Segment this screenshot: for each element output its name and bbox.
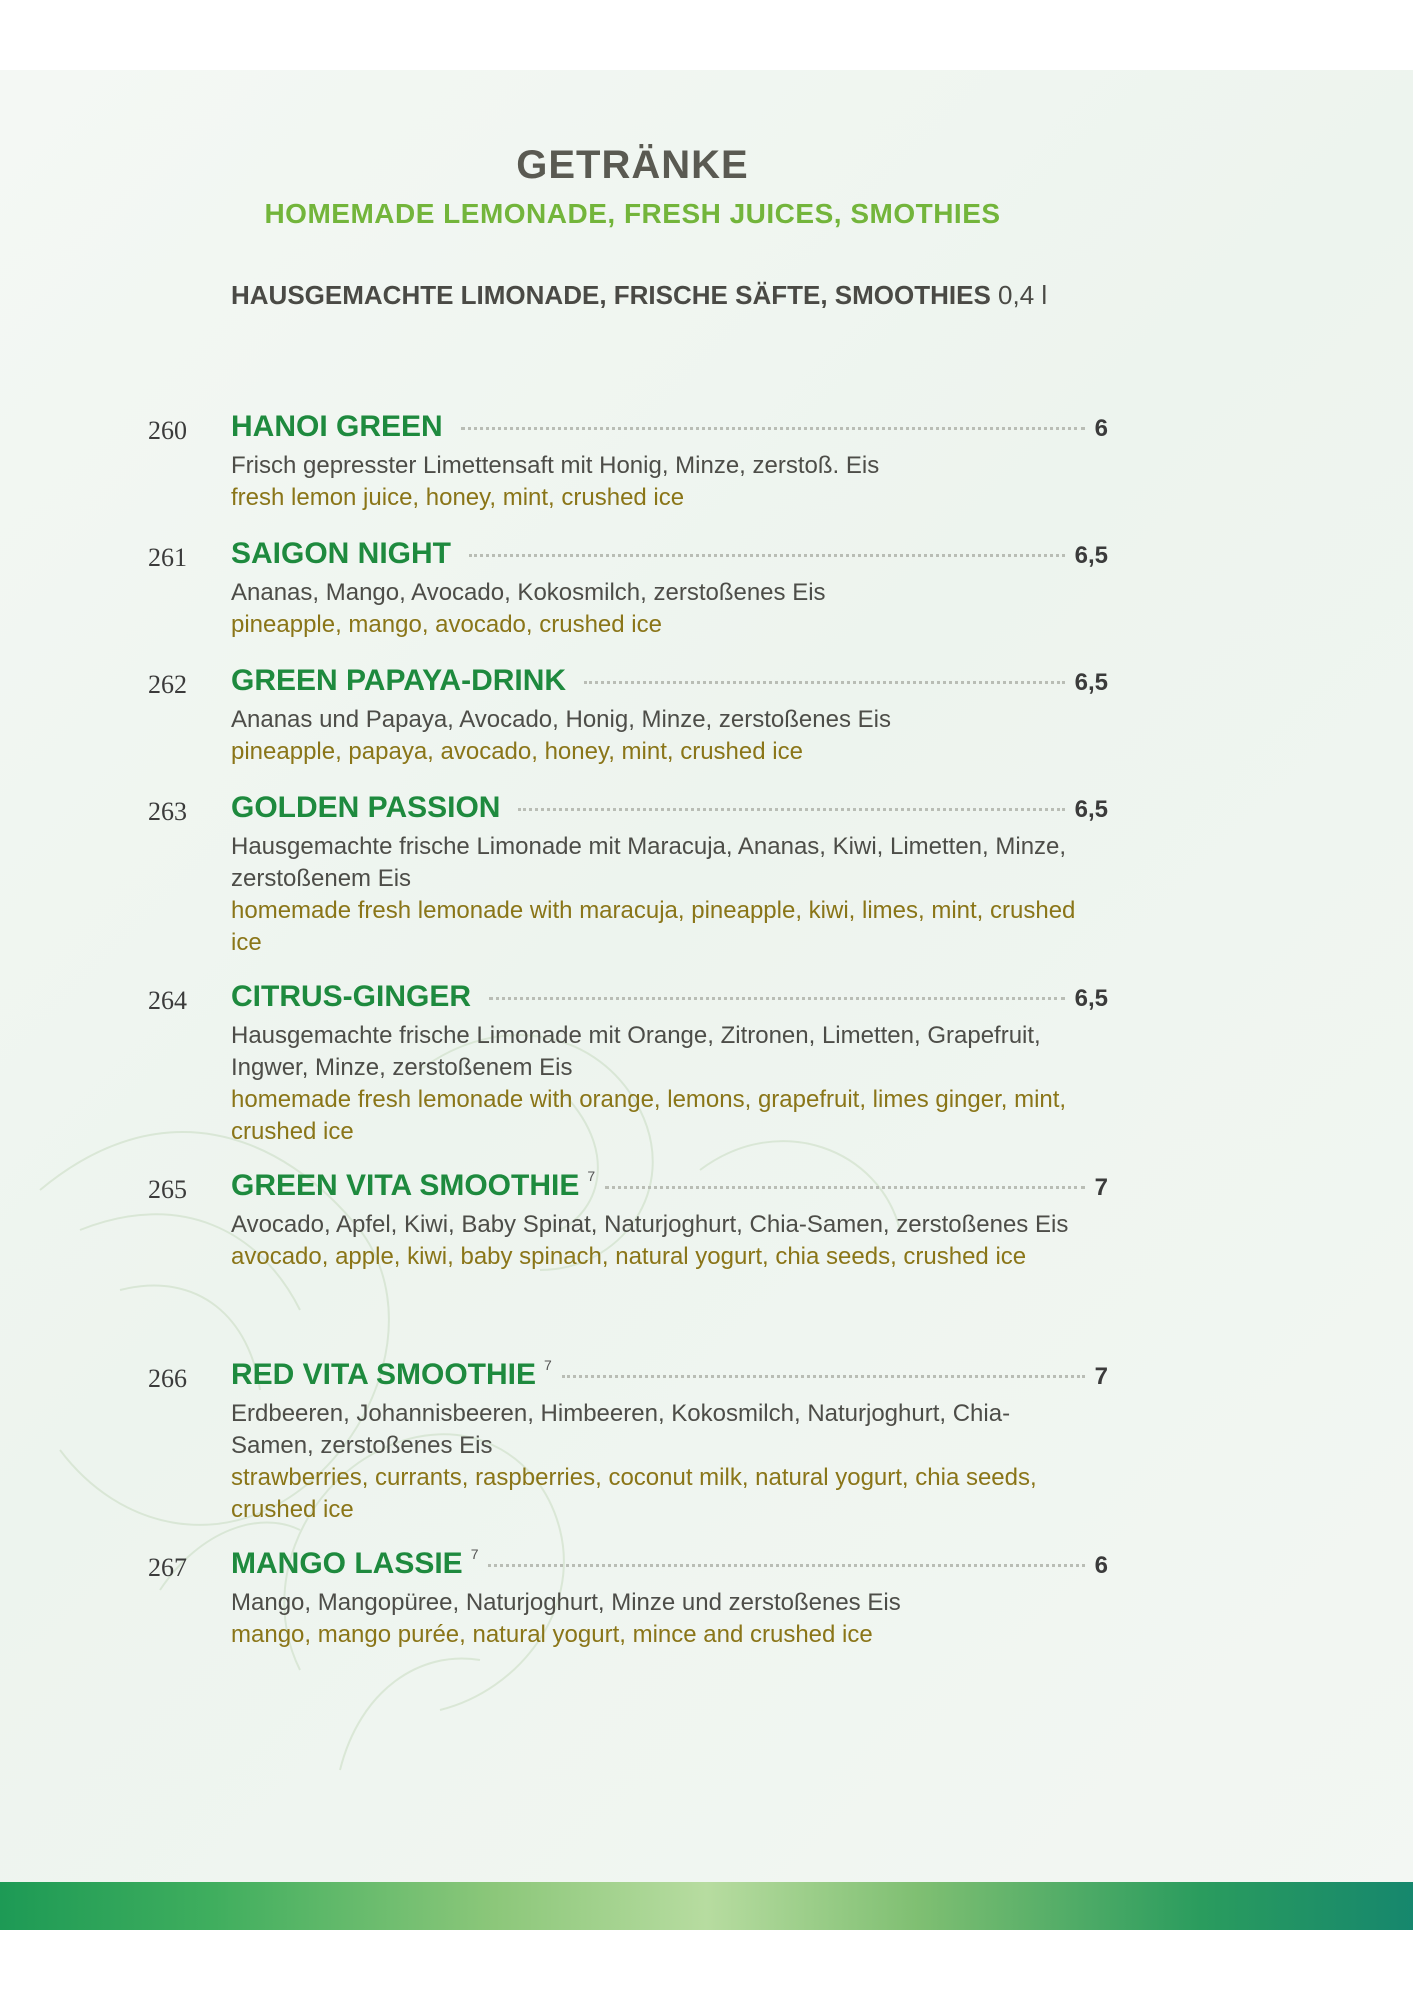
dot-leader: [461, 427, 1085, 430]
item-number: 262: [148, 670, 187, 699]
item-description: [231, 1587, 1081, 1651]
item-name-row: [231, 664, 1108, 704]
item-allergen: 7: [470, 1546, 479, 1562]
dot-leader: [518, 808, 1064, 811]
item-price: 6,5: [1074, 542, 1108, 569]
item-description-en: homemade fresh lemonade with maracuja, pineapple, kiwi, limes, mint, crushed ice: [231, 897, 1076, 956]
item-name-row: [231, 980, 1108, 1020]
dot-leader: [562, 1375, 1085, 1378]
item-name-row: [231, 410, 1108, 450]
item-allergen: 7: [587, 1168, 596, 1184]
item-description: [231, 450, 1081, 514]
item-description: [231, 1020, 1081, 1148]
item-name: MANGO LASSIE: [231, 1547, 463, 1580]
item-name: GREEN VITA SMOOTHIE: [231, 1169, 580, 1202]
item-number: 264: [148, 986, 187, 1015]
item-description-en: pineapple, mango, avocado, crushed ice: [231, 611, 662, 638]
item-price: 6,5: [1074, 669, 1108, 696]
item-description-en: strawberries, currants, raspberries, coconut milk, natural yogurt, chia seeds, crushed ice: [231, 1464, 1037, 1523]
dot-leader: [489, 997, 1065, 1000]
item-number: 267: [148, 1553, 187, 1582]
section-heading: [231, 280, 1047, 311]
dot-leader: [584, 681, 1065, 684]
item-description-de: Frisch gepresster Limettensaft mit Honig, Minze, zerstoß. Eis: [231, 452, 880, 479]
item-description: [231, 1209, 1081, 1273]
item-name-row: [231, 791, 1108, 831]
item-price: 7: [1094, 1363, 1108, 1390]
item-number: 261: [148, 543, 187, 572]
item-description: [231, 1398, 1081, 1526]
item-description: [231, 831, 1081, 959]
dot-leader: [469, 554, 1065, 557]
item-name: SAIGON NIGHT: [231, 537, 452, 570]
item-number: 266: [148, 1364, 187, 1393]
page-subtitle: HOMEMADE LEMONADE, FRESH JUICES, SMOTHIES: [264, 198, 1001, 229]
item-name: RED VITA SMOOTHIE: [231, 1358, 537, 1391]
item-description-en: avocado, apple, kiwi, baby spinach, natural yogurt, chia seeds, crushed ice: [231, 1243, 1027, 1270]
item-price: 6,5: [1074, 796, 1108, 823]
decorative-bottom-band: [0, 1882, 1413, 1930]
item-price: 6: [1094, 1552, 1108, 1579]
item-description-en: fresh lemon juice, honey, mint, crushed ice: [231, 484, 685, 511]
item-price: 7: [1094, 1174, 1108, 1201]
item-description: [231, 577, 1081, 641]
item-name: HANOI GREEN: [231, 410, 443, 443]
item-description-en: mango, mango purée, natural yogurt, mince and crushed ice: [231, 1621, 873, 1648]
item-description-de: Hausgemachte frische Limonade mit Orange, Zitronen, Limetten, Grapefruit, Ingwer, Minze, zerstoßenem Eis: [231, 1022, 1041, 1081]
item-description-en: pineapple, papaya, avocado, honey, mint, crushed ice: [231, 738, 803, 765]
item-name-row: [231, 1547, 1108, 1587]
section-heading-text: HAUSGEMACHTE LIMONADE, FRISCHE SÄFTE, SMOOTHIES: [231, 280, 991, 310]
item-number: 263: [148, 797, 187, 826]
item-description-de: Avocado, Apfel, Kiwi, Baby Spinat, Naturjoghurt, Chia-Samen, zerstoßenes Eis: [231, 1211, 1069, 1238]
item-description-de: Mango, Mangopüree, Naturjoghurt, Minze und zerstoßenes Eis: [231, 1589, 901, 1616]
item-name: CITRUS-GINGER: [231, 980, 471, 1013]
item-description-de: Ananas und Papaya, Avocado, Honig, Minze, zerstoßenes Eis: [231, 706, 891, 733]
dot-leader: [488, 1564, 1084, 1567]
item-number: 265: [148, 1175, 187, 1204]
item-description-de: Hausgemachte frische Limonade mit Maracuja, Ananas, Kiwi, Limetten, Minze, zerstoßenem Eis: [231, 833, 1067, 892]
item-price: 6,5: [1074, 985, 1108, 1012]
item-name: GOLDEN PASSION: [231, 791, 501, 824]
dot-leader: [605, 1186, 1084, 1189]
item-name-row: [231, 537, 1108, 577]
page-title: GETRÄNKE: [516, 143, 749, 187]
item-description: [231, 704, 1081, 768]
item-description-de: Ananas, Mango, Avocado, Kokosmilch, zerstoßenes Eis: [231, 579, 826, 606]
item-number: 260: [148, 416, 187, 445]
item-name: GREEN PAPAYA-DRINK: [231, 664, 567, 697]
item-price: 6: [1094, 415, 1108, 442]
item-name-row: [231, 1169, 1108, 1209]
item-description-de: Erdbeeren, Johannisbeeren, Himbeeren, Kokosmilch, Naturjoghurt, Chia-Samen, zerstoßenes Eis: [231, 1400, 1011, 1459]
item-description-en: homemade fresh lemonade with orange, lemons, grapefruit, limes ginger, mint, crushed ice: [231, 1086, 1067, 1145]
section-volume: 0,4 l: [998, 280, 1048, 310]
item-name-row: [231, 1358, 1108, 1398]
item-allergen: 7: [544, 1357, 552, 1373]
